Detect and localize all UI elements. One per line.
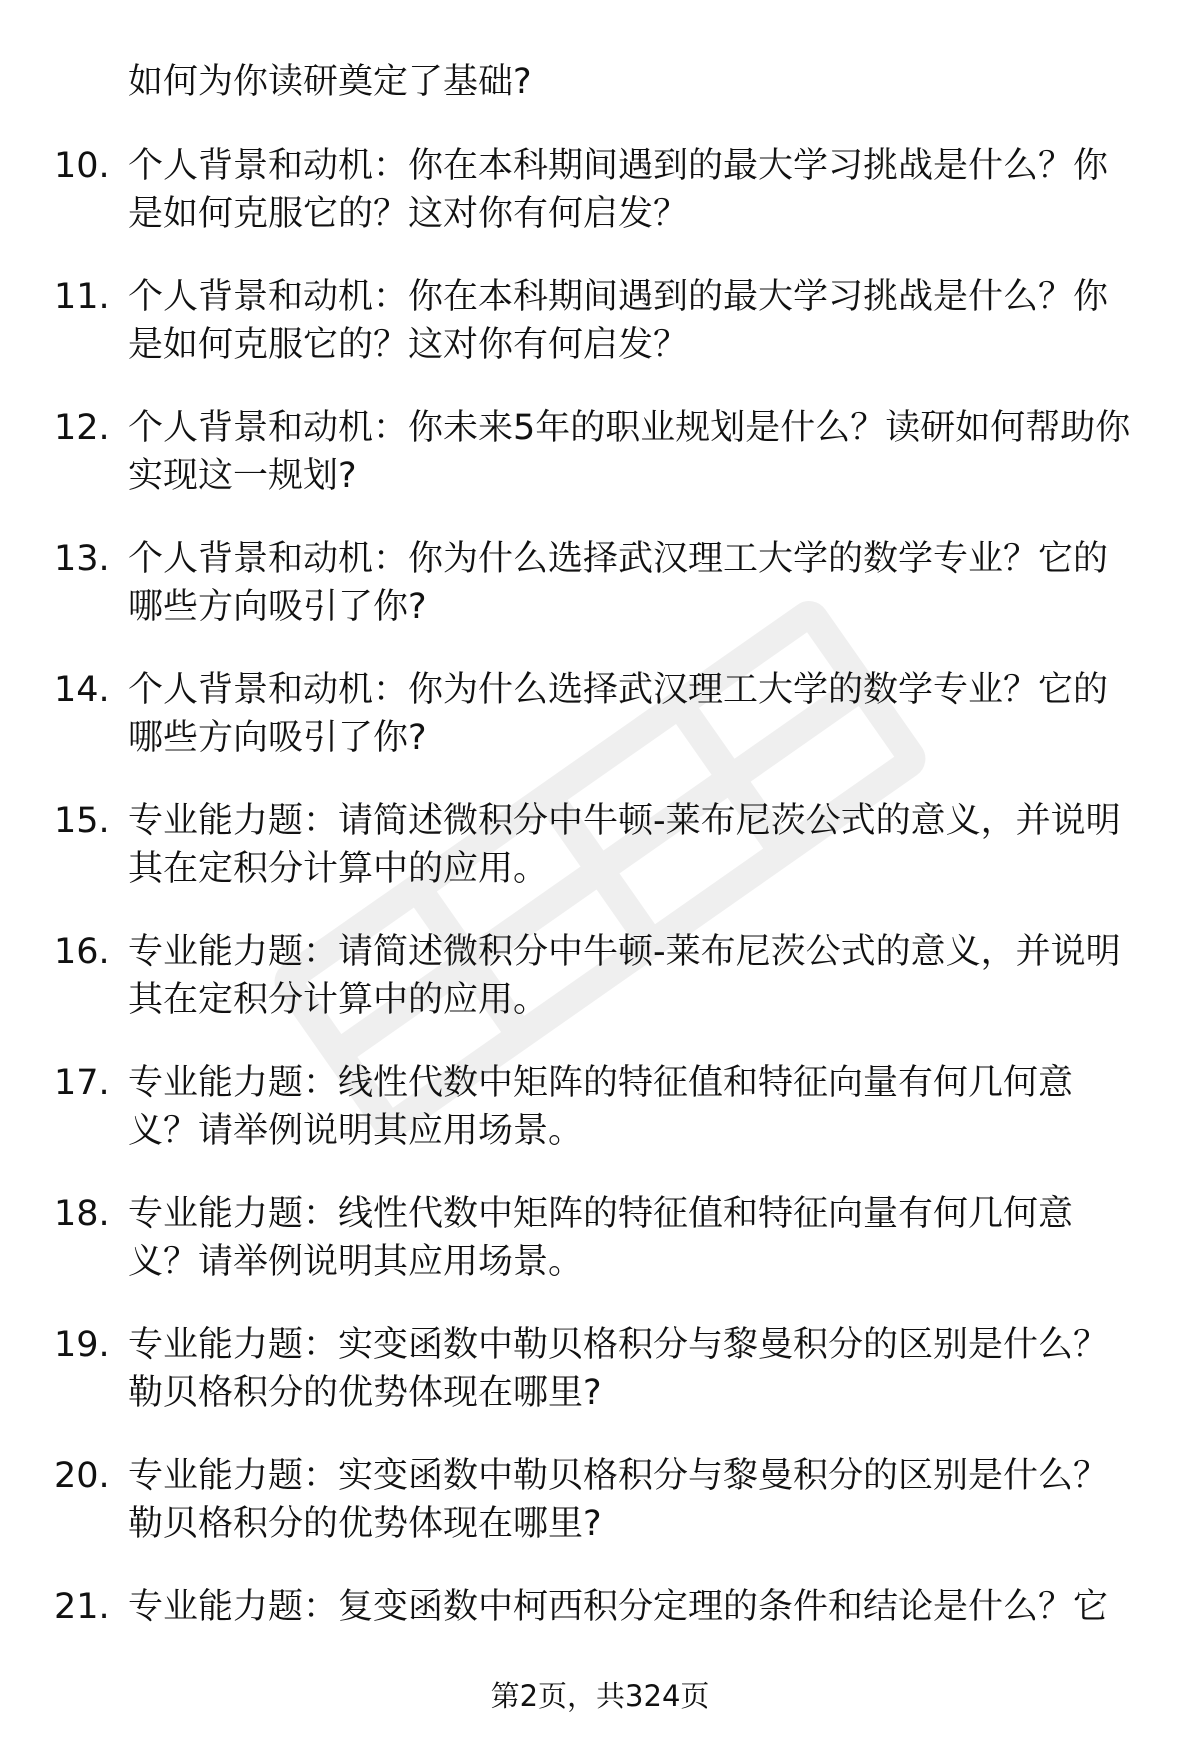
- question-number: 11.: [54, 277, 110, 317]
- question-text: [128, 797, 1168, 893]
- question-number: 18.: [54, 1194, 110, 1234]
- question-text: [128, 535, 1168, 631]
- question-text-line: 义？请举例说明其应用场景。: [128, 1242, 584, 1282]
- question-text: [128, 1190, 1168, 1286]
- question-text-line: 专业能力题：请简述微积分中牛顿-莱布尼茨公式的意义，并说明: [128, 801, 1121, 841]
- question-text-line: 个人背景和动机：你在本科期间遇到的最大学习挑战是什么？你: [128, 277, 1109, 317]
- question-text-line: 个人背景和动机：你为什么选择武汉理工大学的数学专业？它的: [128, 539, 1109, 579]
- page-footer: 第2页，共324页: [490, 1679, 710, 1713]
- question-item: [0, 1059, 1200, 1190]
- question-item: [0, 404, 1200, 535]
- question-text-line: 专业能力题：线性代数中矩阵的特征值和特征向量有何几何意: [128, 1194, 1074, 1234]
- question-text: [128, 1583, 1168, 1631]
- question-text-line: 专业能力题：实变函数中勒贝格积分与黎曼积分的区别是什么？: [128, 1456, 1109, 1496]
- question-text: [128, 142, 1168, 238]
- question-item: [0, 273, 1200, 404]
- question-number: 13.: [54, 539, 110, 579]
- question-text-line: 专业能力题：复变函数中柯西积分定理的条件和结论是什么？它: [128, 1587, 1109, 1627]
- question-item: [0, 928, 1200, 1059]
- question-text: [128, 1059, 1168, 1155]
- question-text: [128, 666, 1168, 762]
- question-item: [0, 535, 1200, 666]
- question-text-line: 其在定积分计算中的应用。: [128, 849, 549, 889]
- question-item: [0, 797, 1200, 928]
- question-text: [128, 928, 1168, 1024]
- question-text-line: 专业能力题：线性代数中矩阵的特征值和特征向量有何几何意: [128, 1063, 1074, 1103]
- question-number: 21.: [54, 1587, 110, 1627]
- question-text-line: 专业能力题：请简述微积分中牛顿-莱布尼茨公式的意义，并说明: [128, 932, 1121, 972]
- question-item: [0, 142, 1200, 273]
- question-text-line: 其在定积分计算中的应用。: [128, 980, 549, 1020]
- question-text-line: 哪些方向吸引了你?: [128, 718, 427, 758]
- question-text-line: 是如何克服它的？这对你有何启发？: [128, 194, 689, 234]
- question-number: 10.: [54, 146, 110, 186]
- continued-question-text: 如何为你读研奠定了基础?: [128, 62, 532, 102]
- question-number: 19.: [54, 1325, 110, 1365]
- question-text-line: 个人背景和动机：你未来5年的职业规划是什么？读研如何帮助你: [128, 408, 1131, 448]
- question-number: 20.: [54, 1456, 110, 1496]
- question-number: 12.: [54, 408, 110, 448]
- question-item: [0, 1190, 1200, 1321]
- question-text-line: 实现这一规划?: [128, 456, 357, 496]
- question-text: [128, 273, 1168, 369]
- question-item: [0, 1452, 1200, 1583]
- question-text-line: 哪些方向吸引了你?: [128, 587, 427, 627]
- question-text-line: 勒贝格积分的优势体现在哪里?: [128, 1373, 602, 1413]
- question-number: 15.: [54, 801, 110, 841]
- question-text-line: 义？请举例说明其应用场景。: [128, 1111, 584, 1151]
- question-text: [128, 1321, 1168, 1417]
- question-item: [0, 666, 1200, 797]
- question-text: [128, 1452, 1168, 1548]
- question-list: [0, 142, 1200, 1714]
- question-text-line: 专业能力题：实变函数中勒贝格积分与黎曼积分的区别是什么？: [128, 1325, 1109, 1365]
- question-text: [128, 404, 1168, 500]
- question-text-line: 勒贝格积分的优势体现在哪里?: [128, 1504, 602, 1544]
- question-text-line: 个人背景和动机：你为什么选择武汉理工大学的数学专业？它的: [128, 670, 1109, 710]
- question-text-line: 个人背景和动机：你在本科期间遇到的最大学习挑战是什么？你: [128, 146, 1109, 186]
- question-text-line: 是如何克服它的？这对你有何启发？: [128, 325, 689, 365]
- question-item: [0, 1321, 1200, 1452]
- question-number: 17.: [54, 1063, 110, 1103]
- question-number: 14.: [54, 670, 110, 710]
- question-number: 16.: [54, 932, 110, 972]
